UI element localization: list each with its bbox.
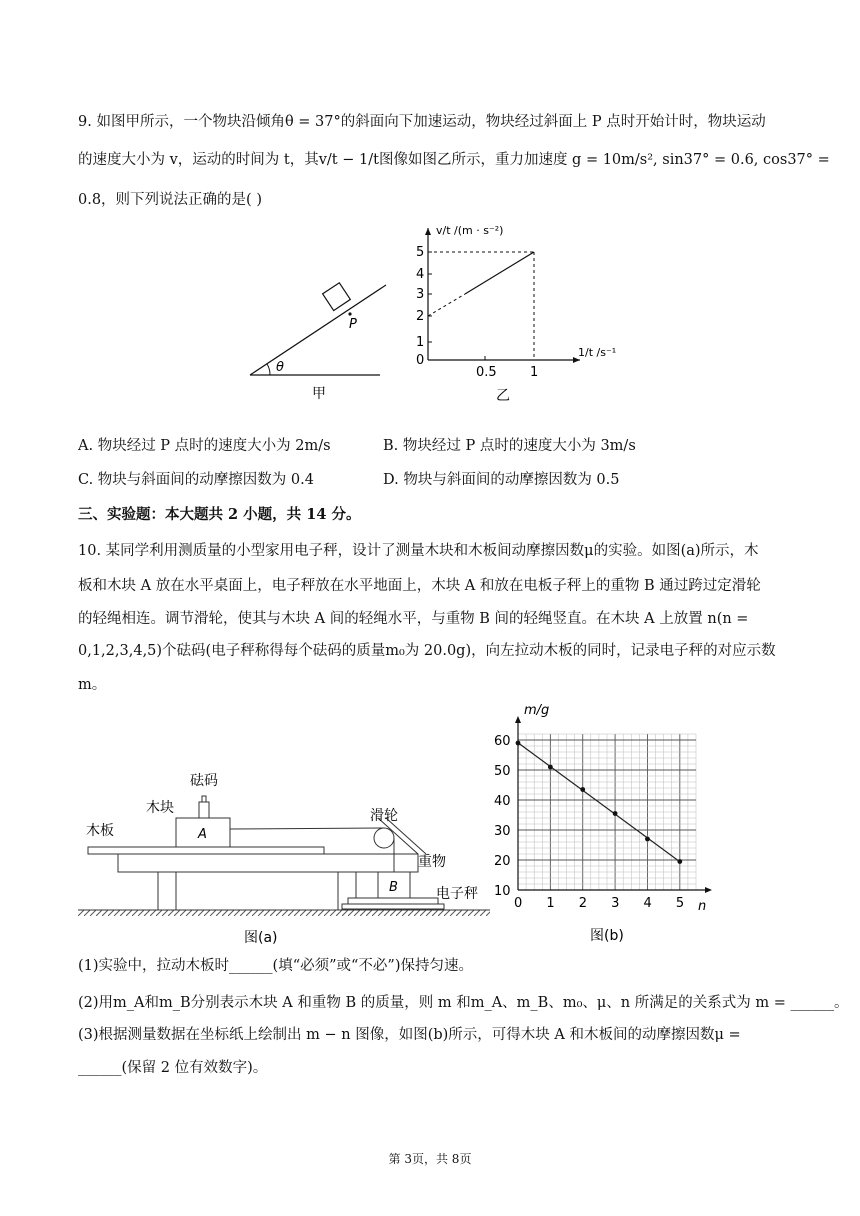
label-block: 木块 <box>146 800 174 816</box>
x-tick-label: 1 <box>546 896 555 911</box>
data-point <box>645 837 650 842</box>
ytick-4: 4 <box>416 267 425 282</box>
x-axis-arrow <box>705 887 712 893</box>
xtick-05: 0.5 <box>476 365 497 380</box>
q10-line3: 的轻绳相连。调节滑轮，使其与木块 A 间的轻绳水平，与重物 B 间的轻绳竖直。在木块 A 上放置 n(n = <box>78 611 749 627</box>
x-tick-label: 0 <box>514 896 523 911</box>
caption-jia: 甲 <box>312 386 326 402</box>
q10-sub1: (1)实验中，拉动木板时______(填“必须”或“不必”)保持匀速。 <box>78 958 474 974</box>
y-tick-label: 30 <box>494 824 511 839</box>
option-a[interactable]: A. 物块经过 P 点时的速度大小为 2m/s <box>78 438 331 454</box>
q9-line1: 9. 如图甲所示，一个物块沿倾角θ = 37°的斜面向下加速运动，物块经过斜面上 P 点时开始计时，物块运动 <box>78 114 766 130</box>
y-tick-label: 10 <box>494 884 511 899</box>
q10-line2: 板和木块 A 放在水平桌面上，电子秤放在水平地面上，木块 A 和放在电板子秤上的重物 B 通过跨过定滑轮 <box>78 578 761 594</box>
y-axis-arrow <box>515 716 521 723</box>
label-pulley: 滑轮 <box>370 808 398 824</box>
figure-yi <box>410 218 620 408</box>
q10-line1: 10. 某同学利用测质量的小型家用电子秤，设计了测量木块和木板间动摩擦因数μ的实验。如图(a)所示，木 <box>78 543 759 559</box>
chart-ylabel: m/g <box>524 703 550 718</box>
q10-line4: 0,1,2,3,4,5)个砝码(电子秤称得每个砝码的质量m₀为 20.0g)，向左拉动木板的同时，记录电子秤的对应示数 <box>78 643 776 659</box>
yi-xlabel: 1/t /s⁻¹ <box>578 346 617 359</box>
caption-yi: 乙 <box>496 388 510 404</box>
figure-jia <box>240 275 390 405</box>
q9-line2: 的速度大小为 v，运动的时间为 t，其v/t − 1/t图像如图乙所示，重力加速度 g = 10m/s², sin37° = 0.6, cos37° = <box>78 152 830 168</box>
x-tick-label: 3 <box>611 896 620 911</box>
label-board: 木板 <box>86 823 114 839</box>
xtick-1: 1 <box>530 365 539 380</box>
section-heading: 三、实验题：本大题共 2 小题，共 14 分。 <box>78 506 361 523</box>
data-point <box>516 741 521 746</box>
q10-sub2: (2)用m_A和m_B分别表示木块 A 和重物 B 的质量，则 m 和m_A、m_B、m₀、μ、n 所满足的关系式为 m = ______。 <box>78 995 849 1011</box>
data-point <box>677 859 682 864</box>
label-P: P <box>349 317 357 332</box>
x-tick-label: 4 <box>643 896 652 911</box>
caption-a: 图(a) <box>244 930 278 946</box>
y-tick-label: 50 <box>494 764 511 779</box>
caption-b: 图(b) <box>590 928 624 944</box>
option-c[interactable]: C. 物块与斜面间的动摩擦因数为 0.4 <box>78 472 314 488</box>
ytick-2: 2 <box>416 309 425 324</box>
data-point <box>580 787 585 792</box>
label-weights: 砝码 <box>190 773 218 789</box>
y-tick-label: 60 <box>494 734 511 749</box>
ytick-0: 0 <box>416 353 425 368</box>
ytick-5: 5 <box>416 245 425 260</box>
y-tick-label: 40 <box>494 794 511 809</box>
q10-line5: m。 <box>78 677 107 693</box>
x-tick-label: 5 <box>675 896 685 911</box>
label-heavy: 重物 <box>418 854 446 870</box>
label-scale: 电子秤 <box>436 886 478 902</box>
ytick-3: 3 <box>416 287 425 302</box>
figure-a <box>78 760 498 950</box>
label-theta: θ <box>276 360 284 375</box>
q9-line3: 0.8，则下列说法正确的是( ) <box>78 192 262 208</box>
option-b[interactable]: B. 物块经过 P 点时的速度大小为 3m/s <box>383 438 636 454</box>
x-tick-label: 2 <box>578 896 588 911</box>
data-point <box>548 765 553 770</box>
q10-sub3b: ______(保留 2 位有效数字)。 <box>78 1060 268 1076</box>
y-tick-label: 20 <box>494 854 511 869</box>
chart-xlabel: n <box>698 899 707 914</box>
page-footer: 第 3页，共 8页 <box>388 1152 472 1166</box>
option-d[interactable]: D. 物块与斜面间的动摩擦因数为 0.5 <box>383 472 620 488</box>
label-B: B <box>389 880 398 895</box>
label-A: A <box>198 827 207 842</box>
yi-ylabel: v/t /(m · s⁻²) <box>436 224 504 237</box>
q10-sub3a: (3)根据测量数据在坐标纸上绘制出 m − n 图像，如图(b)所示，可得木块 A 和木板间的动摩擦因数μ = <box>78 1027 741 1043</box>
figure-b-chart <box>490 700 720 945</box>
ytick-1: 1 <box>416 335 425 350</box>
data-point <box>613 811 618 816</box>
